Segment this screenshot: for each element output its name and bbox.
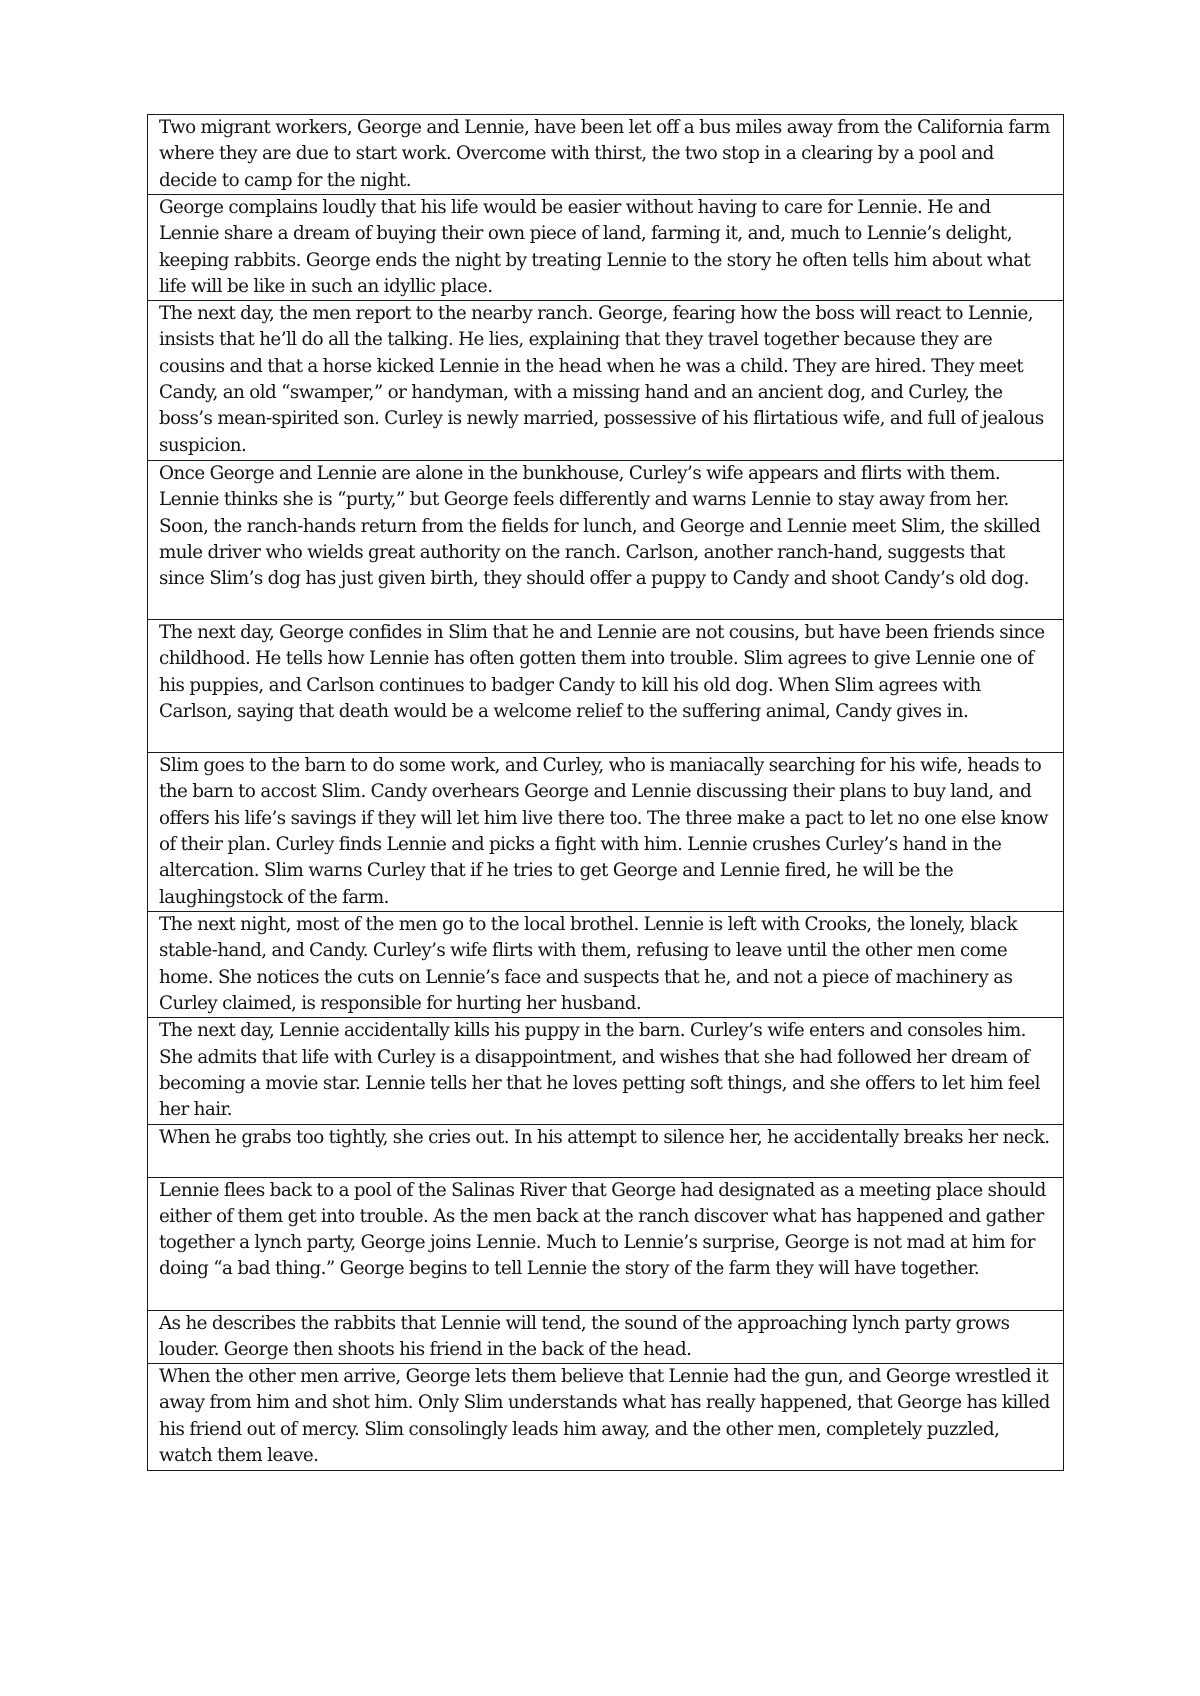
- summary-cell: Lennie flees back to a pool of the Salinas River that George had designated as a meeting place should either of them get into trouble. As the men back at the ranch discover what has happened and gather together a lynch party, George joins Lennie. Much to Lennie’s surprise, George is not mad at him for doing “a bad thing.” George begins to tell Lennie the story of the farm they will have together.: [148, 1177, 1064, 1310]
- table-row: [148, 1177, 1064, 1310]
- table-row: [148, 195, 1064, 301]
- table-row: [148, 1310, 1064, 1364]
- summary-cell: Slim goes to the barn to do some work, and Curley, who is maniacally searching for his wife, heads to the barn to accost Slim. Candy overhears George and Lennie discussing their plans to buy land, and offers his life’s savings if they will let him live there too. The three make a pact to let no one else know of their plan. Curley finds Lennie and picks a fight with him. Lennie crushes Curley’s hand in the altercation. Slim warns Curley that if he tries to get George and Lennie fired, he will be the laughingstock of the farm.: [148, 753, 1064, 912]
- table-row: [148, 912, 1064, 1018]
- table-row: [148, 1124, 1064, 1177]
- table-row: [148, 301, 1064, 461]
- summary-table: [147, 114, 1064, 1471]
- summary-cell: George complains loudly that his life would be easier without having to care for Lennie. He and Lennie share a dream of buying their own piece of land, farming it, and, much to Lennie’s delight, keeping rabbits. George ends the night by treating Lennie to the story he often tells him about what life will be like in such an idyllic place.: [148, 195, 1064, 301]
- summary-cell: The next day, Lennie accidentally kills his puppy in the barn. Curley’s wife enters and consoles him. She admits that life with Curley is a disappointment, and wishes that she had followed her dream of becoming a movie star. Lennie tells her that he loves petting soft things, and she offers to let him feel her hair.: [148, 1018, 1064, 1124]
- summary-cell: The next day, George confides in Slim that he and Lennie are not cousins, but have been friends since childhood. He tells how Lennie has often gotten them into trouble. Slim agrees to give Lennie one of his puppies, and Carlson continues to badger Candy to kill his old dog. When Slim agrees with Carlson, saying that death would be a welcome relief to the suffering animal, Candy gives in.: [148, 620, 1064, 753]
- summary-cell: As he describes the rabbits that Lennie will tend, the sound of the approaching lynch party grows louder. George then shoots his friend in the back of the head.: [148, 1310, 1064, 1364]
- summary-cell: Once George and Lennie are alone in the bunkhouse, Curley’s wife appears and flirts with them. Lennie thinks she is “purty,” but George feels differently and warns Lennie to stay away from her. Soon, the ranch-hands return from the fields for lunch, and George and Lennie meet Slim, the skilled mule driver who wields great authority on the ranch. Carlson, another ranch-hand, suggests that since Slim’s dog has just given birth, they should offer a puppy to Candy and shoot Candy’s old dog.: [148, 461, 1064, 620]
- summary-cell: The next night, most of the men go to the local brothel. Lennie is left with Crooks, the lonely, black stable-hand, and Candy. Curley’s wife flirts with them, refusing to leave until the other men come home. She notices the cuts on Lennie’s face and suspects that he, and not a piece of machinery as Curley claimed, is responsible for hurting her husband.: [148, 912, 1064, 1018]
- table-row: [148, 753, 1064, 912]
- table-row: [148, 1018, 1064, 1124]
- summary-cell: When he grabs too tightly, she cries out. In his attempt to silence her, he accidentally breaks her neck.: [148, 1124, 1064, 1177]
- summary-cell: Two migrant workers, George and Lennie, have been let off a bus miles away from the California farm where they are due to start work. Overcome with thirst, the two stop in a clearing by a pool and decide to camp for the night.: [148, 115, 1064, 195]
- table-row: [148, 115, 1064, 195]
- table-row: [148, 461, 1064, 620]
- table-row: [148, 620, 1064, 753]
- summary-cell: When the other men arrive, George lets them believe that Lennie had the gun, and George wrestled it away from him and shot him. Only Slim understands what has really happened, that George has killed his friend out of mercy. Slim consolingly leads him away, and the other men, completely puzzled, watch them leave.: [148, 1364, 1064, 1471]
- summary-cell: The next day, the men report to the nearby ranch. George, fearing how the boss will react to Lennie, insists that he’ll do all the talking. He lies, explaining that they travel together because they are cousins and that a horse kicked Lennie in the head when he was a child. They are hired. They meet Candy, an old “swamper,” or handyman, with a missing hand and an ancient dog, and Curley, the boss’s mean-spirited son. Curley is newly married, possessive of his flirtatious wife, and full of jealous suspicion.: [148, 301, 1064, 461]
- table-row: [148, 1364, 1064, 1471]
